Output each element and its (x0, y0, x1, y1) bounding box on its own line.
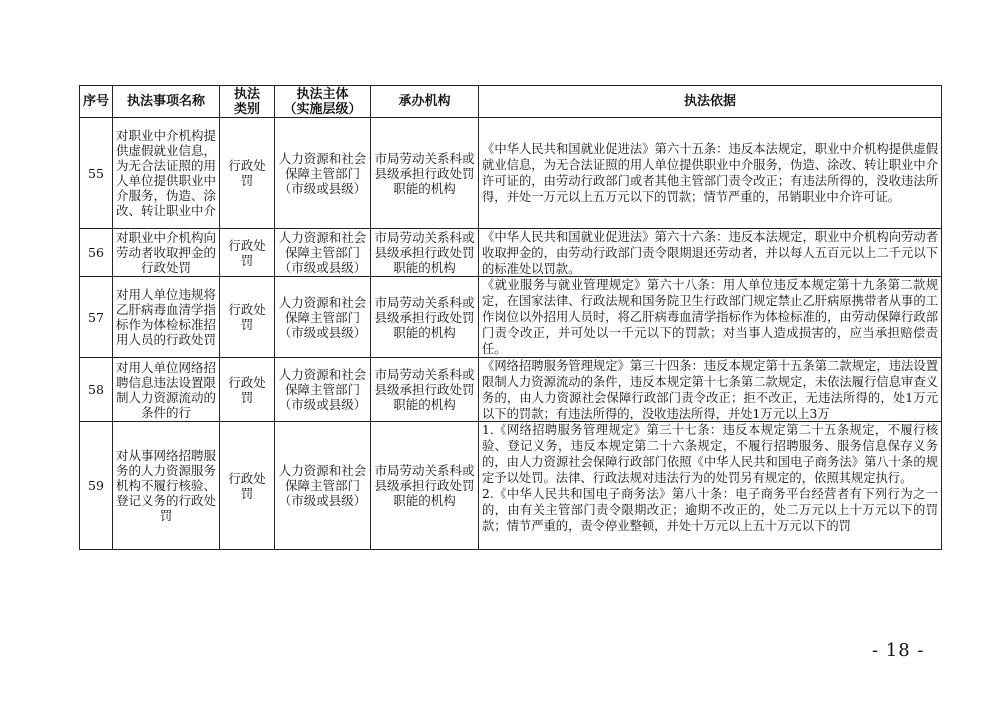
row-no: 58 (80, 358, 113, 422)
row-category: 行政处罚 (220, 422, 275, 550)
row-no: 57 (80, 277, 113, 358)
table-row (80, 422, 942, 550)
row-agency: 市局劳动关系科或县级承担行政处罚职能的机构 (371, 422, 479, 550)
row-category: 行政处罚 (220, 358, 275, 422)
page-number: - 18 - (872, 640, 925, 661)
row-item: 对用人单位违规将乙肝病毒血清学指标作为体检标准招用人员的行政处罚 (113, 277, 220, 358)
row-agency: 市局劳动关系科或县级承担行政处罚职能的机构 (371, 118, 479, 229)
row-subject: 人力资源和社会保障主管部门（市级或县级） (275, 229, 371, 277)
row-basis-cell (479, 358, 942, 422)
row-basis-1: 1.《网络招聘服务管理规定》第三十七条：违反本规定第二十五条规定，不履行核验、登记义务，违反本规定第二十六条规定，不履行招聘服务、服务信息保存义务的，由人力资源社会保障行政部门依照《中华人民共和国电子商务法》第八十条的规定予以处罚。法律、行政法规对违法行为的处罚另有规定的，依照其规定执行。 (482, 423, 938, 485)
row-no: 56 (80, 229, 113, 277)
table-row (80, 229, 942, 277)
row-basis: 《网络招聘服务管理规定》第三十四条：违反本规定第十五条第二款规定，违法设置限制人力资源流动的条件，违反本规定第十七条第二款规定，未依法履行信息审查义务的，由人力资源社会保障行政部门责令改正；拒不改正，无违法所得的，处1万元以下的罚款；有违法所得的，没收违法所得，并处1万元以上3万 (482, 359, 938, 420)
row-item-cell (113, 118, 220, 229)
row-subject: 人力资源和社会保障主管部门（市级或县级） (275, 118, 371, 229)
row-no: 55 (80, 118, 113, 229)
header-item: 执法事项名称 (113, 86, 220, 118)
row-subject: 人力资源和社会保障主管部门（市级或县级） (275, 277, 371, 358)
row-category: 行政处罚 (220, 277, 275, 358)
row-basis-2: 2.《中华人民共和国电子商务法》第八十条：电子商务平台经营者有下列行为之一的，由有关主管部门责令限期改正；逾期不改正的，处二万元以上十万元以下的罚款；情节严重的，责令停业整顿，并处十万元以上五十万元以下的罚 (482, 487, 938, 533)
row-subject: 人力资源和社会保障主管部门（市级或县级） (275, 422, 371, 550)
row-item: 对从事网络招聘服务的人力资源服务机构不履行核验、登记义务的行政处罚 (113, 422, 220, 550)
row-basis-cell (479, 229, 942, 277)
header-no: 序号 (80, 86, 113, 118)
row-no: 59 (80, 422, 113, 550)
row-item-cell (113, 358, 220, 422)
table-row (80, 358, 942, 422)
header-category: 执法 类别 (220, 86, 275, 118)
table-header-row (80, 86, 942, 118)
enforcement-table (79, 85, 942, 550)
row-subject: 人力资源和社会保障主管部门（市级或县级） (275, 358, 371, 422)
header-agency: 承办机构 (371, 86, 479, 118)
row-basis: 《就业服务与就业管理规定》第六十八条：用人单位违反本规定第十九条第二款规定，在国家法律、行政法规和国务院卫生行政部门规定禁止乙肝病原携带者从事的工作岗位以外招用人员时，将乙肝病毒血清学指标作为体检标准的，由劳动保障行政部门责令改正，并可处以一千元以下的罚款；对当事人造成损害的，应当承担赔偿责任。 (482, 278, 938, 356)
row-item: 对用人单位网络招聘信息违法设置限制人力资源流动的条件的行 (116, 359, 216, 420)
row-basis: 《中华人民共和国就业促进法》第六十六条：违反本法规定，职业中介机构向劳动者收取押金的，由劳动行政部门责令限期退还劳动者，并以每人五百元以上二千元以下的标准处以罚款。 (482, 230, 938, 275)
row-agency: 市局劳动关系科或县级承担行政处罚职能的机构 (371, 358, 479, 422)
row-basis: 《中华人民共和国就业促进法》第六十五条：违反本法规定，职业中介机构提供虚假就业信息，为无合法证照的用人单位提供职业中介服务，伪造、涂改、转让职业中介许可证的，由劳动行政部门或者其他主管部门责令改正；有违法所得的，没收违法所得，并处一万元以上五万元以下的罚款；情节严重的，吊销职业中介许可证。 (482, 142, 938, 204)
row-basis-cell (479, 118, 942, 229)
row-item: 对职业中介机构向劳动者收取押金的行政处罚 (113, 229, 220, 277)
row-category: 行政处罚 (220, 229, 275, 277)
header-basis: 执法依据 (479, 86, 942, 118)
row-item: 对职业中介机构提供虚假就业信息，为无合法证照的用人单位提供职业中介服务，伪造、涂改、转让职业中介 (116, 128, 216, 218)
table-row (80, 118, 942, 229)
table-row (80, 277, 942, 358)
row-agency: 市局劳动关系科或县级承担行政处罚职能的机构 (371, 277, 479, 358)
row-basis-cell (479, 277, 942, 358)
header-subject: 执法主体 （实施层级） (275, 86, 371, 118)
row-basis-cell (479, 422, 942, 550)
row-agency: 市局劳动关系科或县级承担行政处罚职能的机构 (371, 229, 479, 277)
row-category: 行政处罚 (220, 118, 275, 229)
